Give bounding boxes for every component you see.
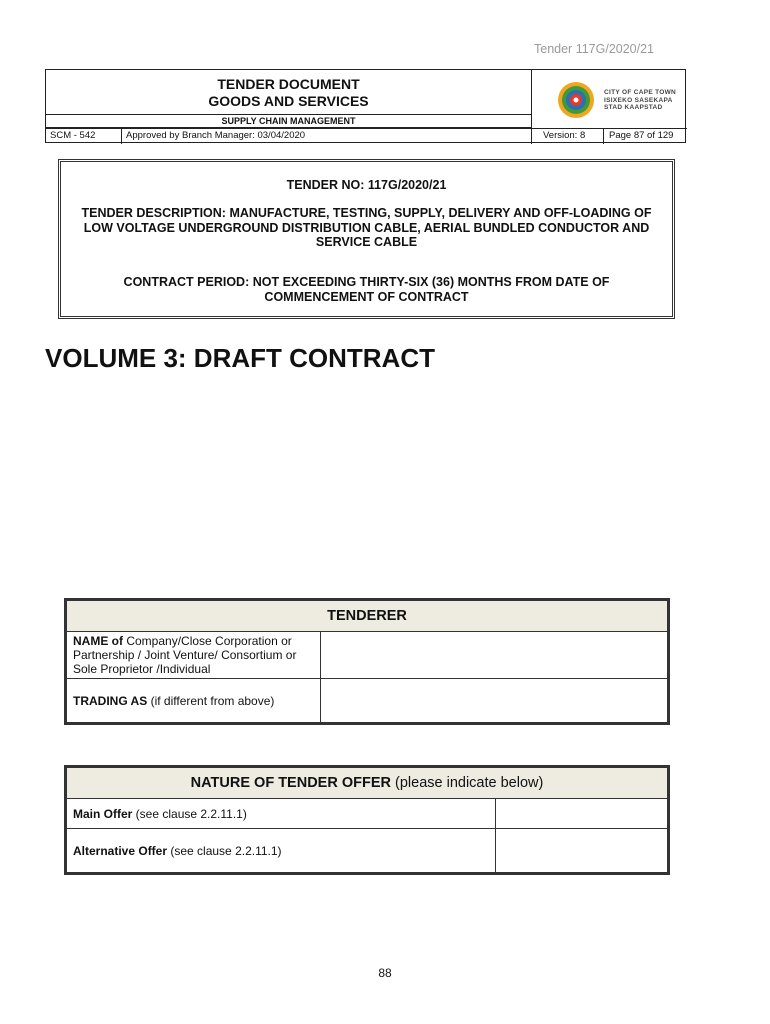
trading-field[interactable] <box>321 679 668 723</box>
version-text: Version: 8 <box>543 130 586 141</box>
department-label: SUPPLY CHAIN MANAGEMENT <box>46 114 531 128</box>
trading-label: TRADING AS (if different from above) <box>67 679 321 723</box>
header-title-line1: TENDER DOCUMENT <box>217 76 360 92</box>
city-logo-text: CITY OF CAPE TOWN ISIXEKO SASEKAPA STAD KAAPSTAD <box>604 89 677 111</box>
header-title <box>46 70 531 115</box>
name-label: NAME of Company/Close Corporation or Partnership / Joint Venture/ Consortium or Sole Proprietor /Individual <box>67 632 321 679</box>
tender-info-box <box>58 159 675 319</box>
page-count: Page 87 of 129 <box>609 130 674 141</box>
tender-description: TENDER DESCRIPTION: MANUFACTURE, TESTING, SUPPLY, DELIVERY AND OFF-LOADING OF LOW VOLTAGE UNDERGROUND DISTRIBUTION CABLE, AERIAL BUNDLED CONDUCTOR AND SERVICE CABLE <box>81 206 652 249</box>
page-number: 88 <box>378 966 392 980</box>
nature-heading: NATURE OF TENDER OFFER (please indicate below) <box>67 768 668 799</box>
volume-title: VOLUME 3: DRAFT CONTRACT <box>45 343 435 373</box>
nature-of-offer-table <box>64 765 670 875</box>
header-meta-row <box>46 128 687 143</box>
header-title-line2: GOODS AND SERVICES <box>208 93 369 109</box>
city-logo-icon <box>556 80 596 120</box>
tender-reference: Tender 117G/2020/21 <box>534 42 655 56</box>
main-offer-label: Main Offer (see clause 2.2.11.1) <box>67 799 496 829</box>
tenderer-heading: TENDERER <box>67 601 668 632</box>
name-field[interactable] <box>321 632 668 679</box>
scm-code: SCM - 542 <box>50 130 96 141</box>
alternative-offer-field[interactable] <box>496 829 668 873</box>
contract-period: CONTRACT PERIOD: NOT EXCEEDING THIRTY-SIX (36) MONTHS FROM DATE OF COMMENCEMENT OF CONTRACT <box>123 275 610 304</box>
approval-text: Approved by Branch Manager: 03/04/2020 <box>126 130 306 141</box>
tenderer-table <box>64 598 670 725</box>
alternative-offer-label: Alternative Offer (see clause 2.2.11.1) <box>67 829 496 873</box>
tender-number: TENDER NO: 117G/2020/21 <box>286 178 447 192</box>
main-offer-field[interactable] <box>496 799 668 829</box>
